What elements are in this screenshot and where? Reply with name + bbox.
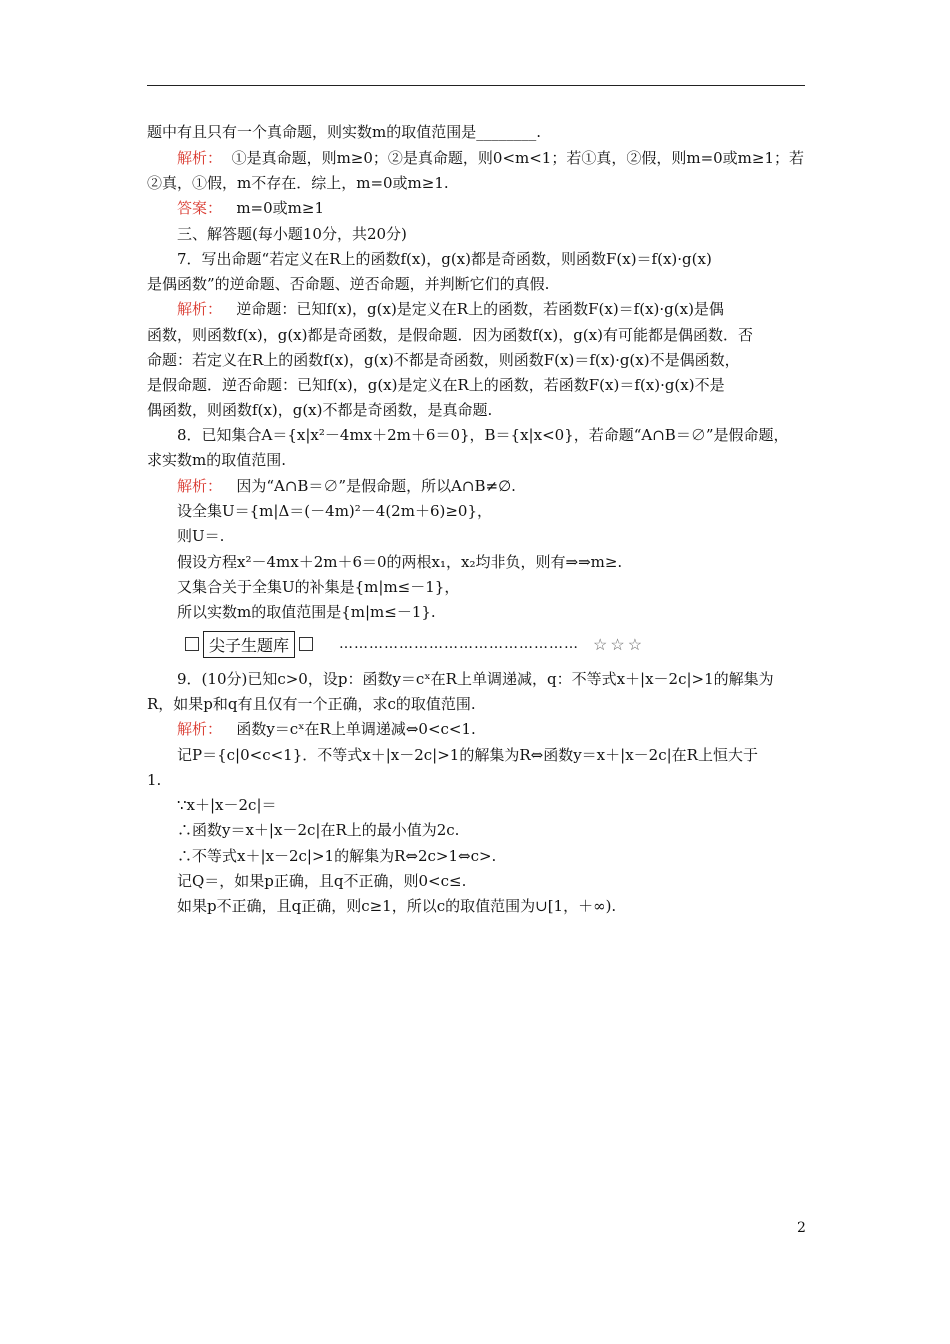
text-line: 解析： 因为“A∩B＝∅”是假命题，所以A∩B≠∅. bbox=[177, 477, 516, 495]
square-icon bbox=[185, 637, 199, 651]
label-jiexi: 解析： bbox=[177, 477, 223, 495]
text-line: 偶函数，则函数f(x)，g(x)不都是奇函数，是真命题. bbox=[147, 401, 493, 419]
text-line: ②真，①假，m不存在．综上，m=0或m≥1. bbox=[147, 174, 449, 192]
text-line: 记P＝{c|0<c<1}．不等式x＋|x－2c|>1的解集为R⇔函数y＝x＋|x－2c|在R上恒大于 bbox=[177, 746, 758, 764]
text-line: ∴不等式x＋|x－2c|>1的解集为R⇔2c>1⇔c>. bbox=[177, 847, 497, 865]
label-jiexi: 解析： bbox=[177, 149, 223, 167]
text-line: 设全集U＝{m|Δ＝(－4m)²－4(2m＋6)≥0}， bbox=[177, 502, 492, 520]
label-daan: 答案： bbox=[177, 199, 223, 217]
banner-title: 尖子生题库 bbox=[203, 631, 295, 658]
text-line: 如果p不正确，且q正确，则c≥1，所以c的取值范围为∪[1，＋∞). bbox=[177, 897, 617, 915]
question-8: 8．已知集合A＝{x|x²－4mx＋2m＋6＝0}，B＝{x|x<0}，若命题“A∩B＝∅”是假命题， bbox=[177, 426, 789, 444]
question-9: 9．(10分)已知c>0，设p：函数y＝cˣ在R上单调递减，q：不等式x＋|x－2c|>1的解集为 bbox=[177, 670, 774, 688]
text-line: R，如果p和q有且仅有一个正确，求c的取值范围. bbox=[147, 695, 476, 713]
text-line: 解析： 函数y＝cˣ在R上单调递减⇔0<c<1. bbox=[177, 720, 476, 738]
label-jiexi: 解析： bbox=[177, 300, 223, 318]
text-line: 命题：若定义在R上的函数f(x)，g(x)不都是奇函数，则函数F(x)＝f(x)·g(x)不是偶函数， bbox=[147, 351, 740, 369]
text-line: 则U＝. bbox=[177, 527, 225, 545]
text-line: 是偶函数”的逆命题、否命题、逆否命题，并判断它们的真假. bbox=[147, 275, 550, 293]
text-line: 答案： m=0或m≥1 bbox=[177, 199, 324, 217]
page-number: 2 bbox=[797, 1220, 806, 1236]
text-line: 假设方程x²－4mx＋2m＋6＝0的两根x₁，x₂均非负，则有⇒⇒m≥. bbox=[177, 553, 623, 571]
text-line: 题中有且只有一个真命题，则实数m的取值范围是________. bbox=[147, 123, 541, 141]
text-line: 记Q＝，如果p正确，且q不正确，则0<c≤. bbox=[177, 872, 467, 890]
section-banner bbox=[181, 630, 645, 658]
star-rating-icon: ☆☆☆ bbox=[593, 634, 646, 654]
banner-dots: ………………………………………… bbox=[339, 636, 580, 652]
text-line: ∴函数y＝x＋|x－2c|在R上的最小值为2c. bbox=[177, 821, 460, 839]
text-line: ∵x＋|x－2c|＝ bbox=[177, 796, 277, 814]
text-line: 解析： ①是真命题，则m≥0；②是真命题，则0<m<1；若①真，②假，则m=0或m≥1；若 bbox=[177, 149, 805, 167]
header-rule bbox=[147, 85, 805, 86]
text-line: 1. bbox=[147, 771, 162, 789]
text-line: 解析： 逆命题：已知f(x)，g(x)是定义在R上的函数，若函数F(x)＝f(x)·g(x)是偶 bbox=[177, 300, 724, 318]
section-heading: 三、解答题(每小题10分，共20分) bbox=[177, 225, 407, 243]
text-line: 是假命题．逆否命题：已知f(x)，g(x)是定义在R上的函数，若函数F(x)＝f(x)·g(x)不是 bbox=[147, 376, 725, 394]
label-jiexi: 解析： bbox=[177, 720, 223, 738]
text-line: 函数，则函数f(x)，g(x)都是奇函数，是假命题．因为函数f(x)，g(x)有可能都是偶函数．否 bbox=[147, 326, 753, 344]
text-line: 求实数m的取值范围. bbox=[147, 451, 286, 469]
text-line: 又集合关于全集U的补集是{m|m≤－1}， bbox=[177, 578, 460, 596]
text-line: 所以实数m的取值范围是{m|m≤－1}. bbox=[177, 603, 436, 621]
square-icon bbox=[299, 637, 313, 651]
question-7: 7．写出命题“若定义在R上的函数f(x)，g(x)都是奇函数，则函数F(x)＝f(x)·g(x) bbox=[177, 250, 712, 268]
